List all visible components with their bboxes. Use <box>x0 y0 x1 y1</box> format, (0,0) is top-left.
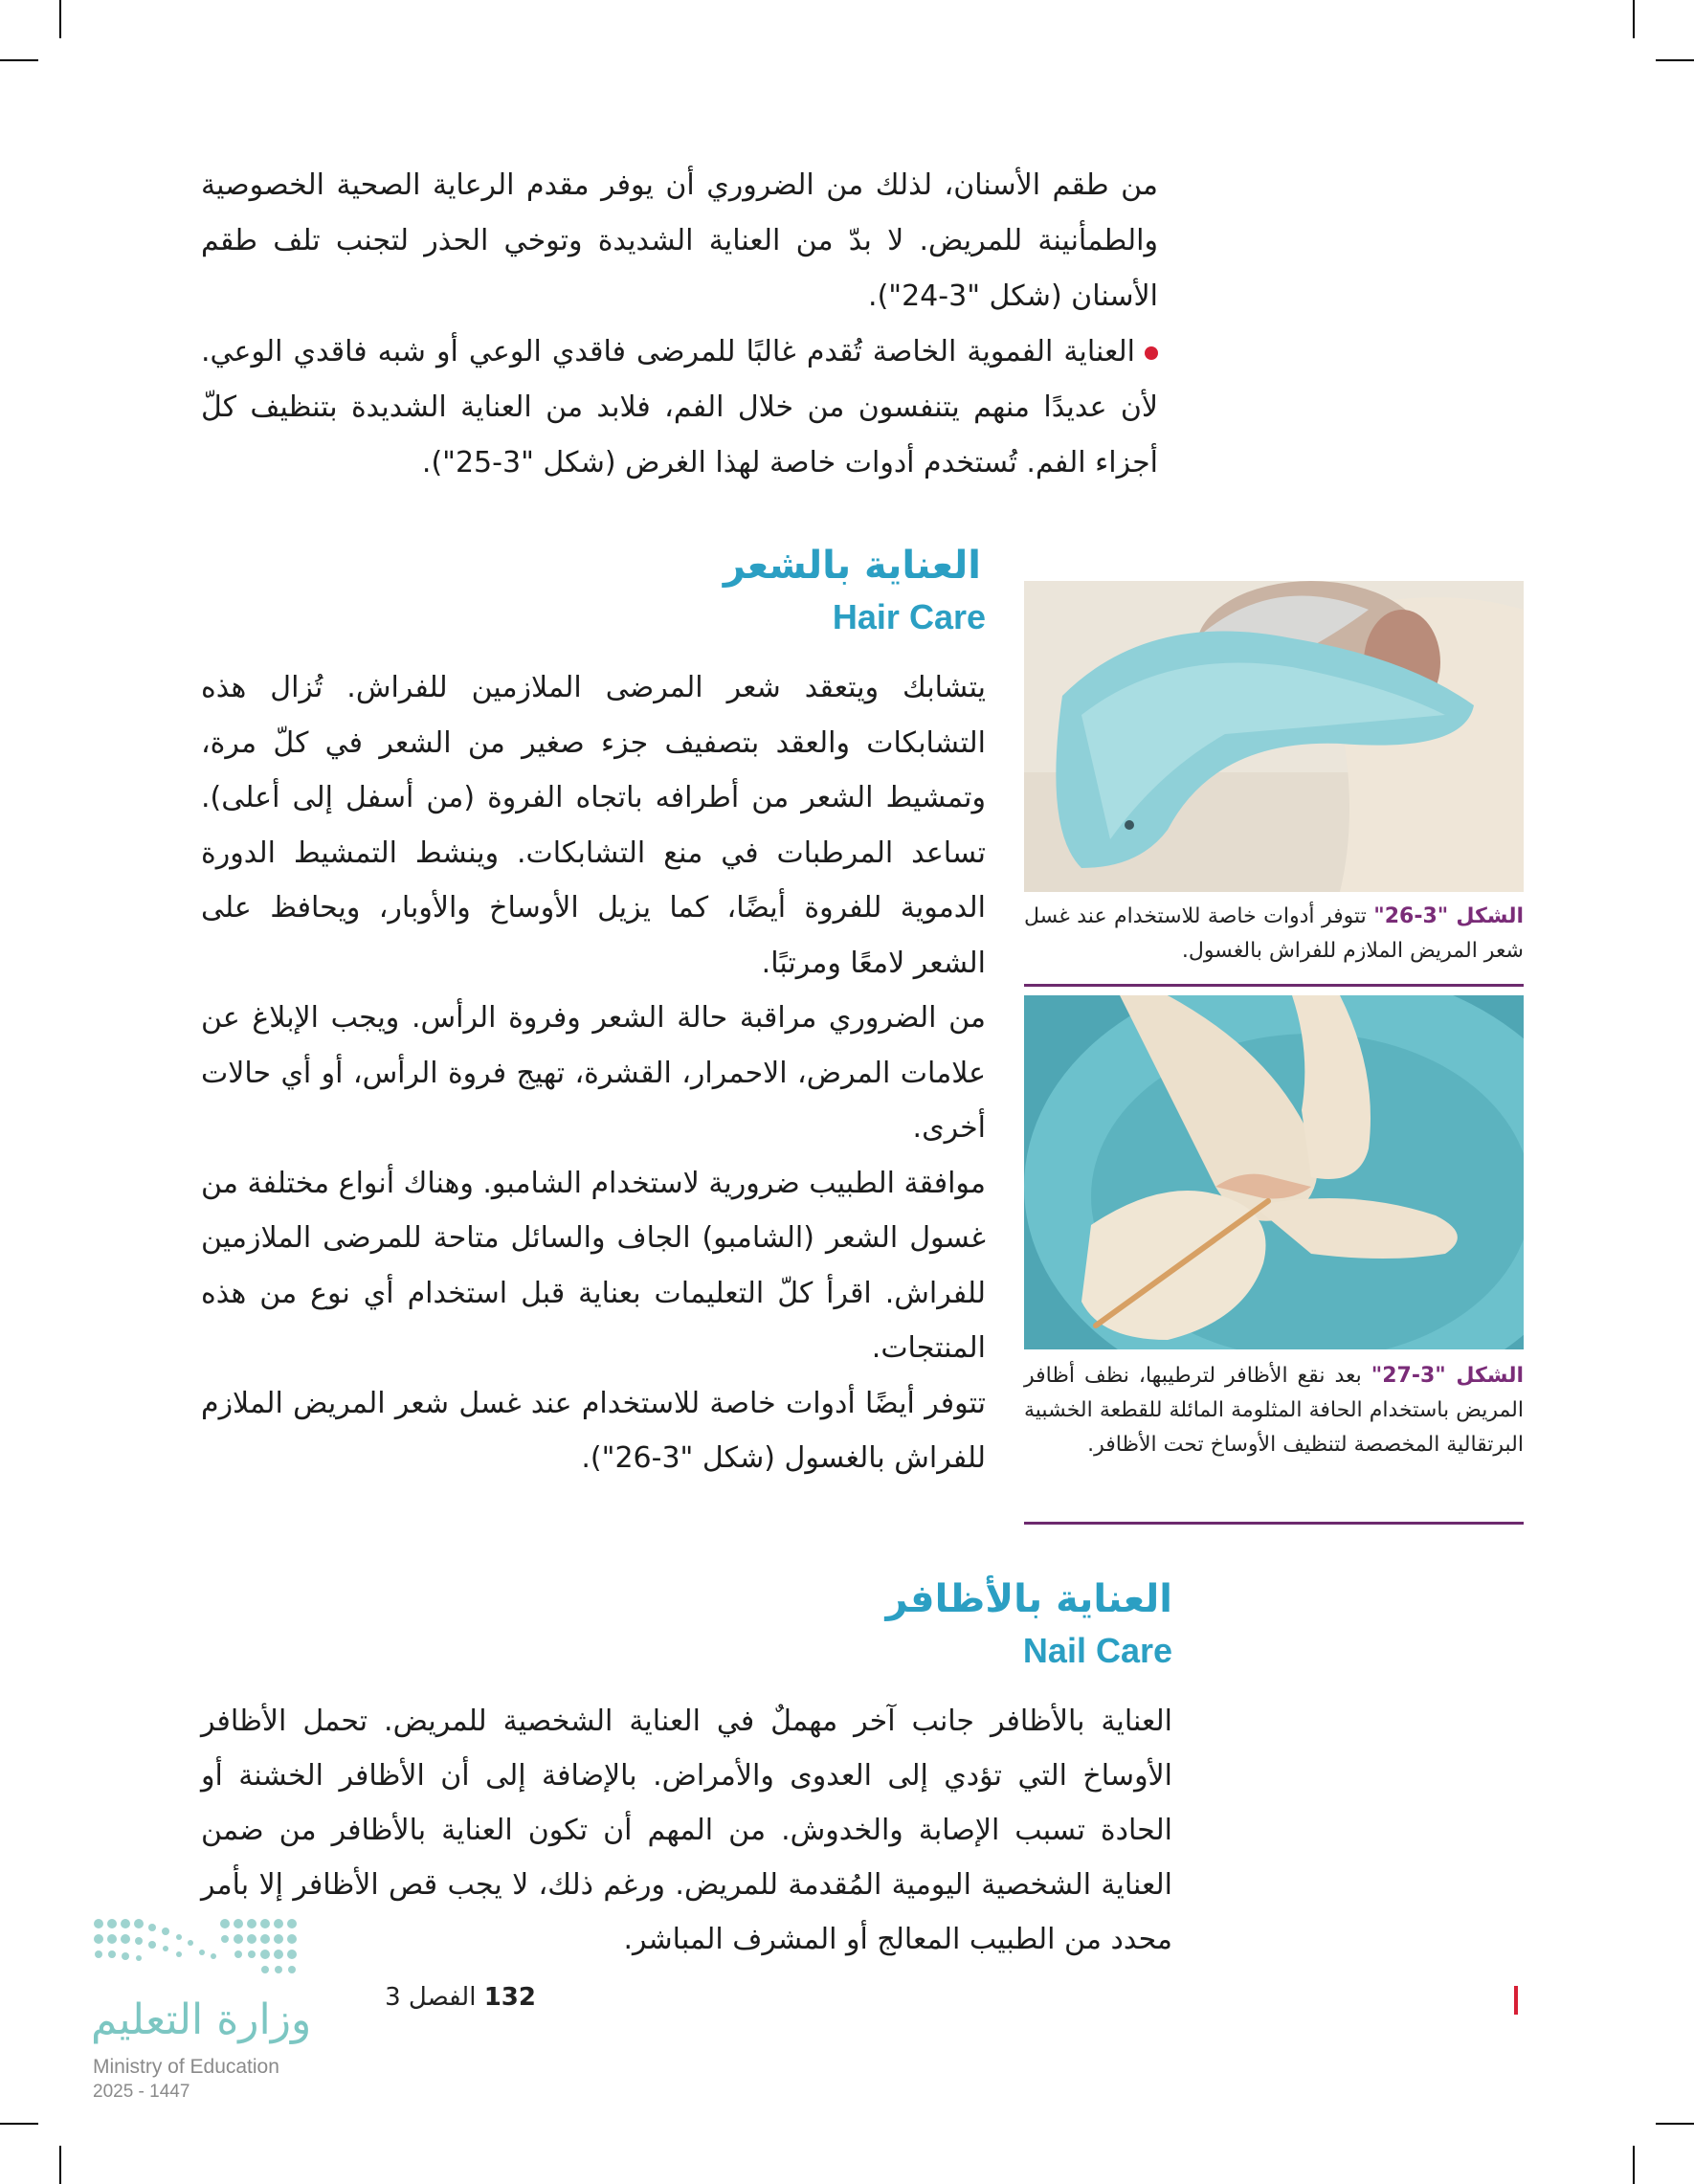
oral-care-bullet <box>201 324 1158 491</box>
figure-27-text: بعد نقع الأظافر لترطيبها، نظف أظافر المريض باستخدام الحافة المثلومة المائلة للقطعة الخشبية البرتقالية المخصصة لتنظيف الأوساخ تحت الأظافر. <box>1024 1364 1524 1457</box>
nail-cleaning-illustration <box>1024 995 1524 1349</box>
ministry-logo-icon <box>91 1914 301 1987</box>
figure-27-caption <box>1024 1359 1524 1462</box>
crop-mark <box>1656 2123 1694 2125</box>
crop-mark <box>1633 0 1635 38</box>
crop-mark <box>0 59 38 61</box>
hair-wash-basin-photo <box>1024 581 1524 892</box>
nail-care-heading-ar: العناية بالأظافر <box>885 1577 1172 1621</box>
oral-care-text: العناية الفموية الخاصة تُقدم غالبًا للمرضى فاقدي الوعي أو شبه فاقدي الوعي. لأن عديدًا منهم يتنفسون من خلال الفم، فلابد من العناية الشديدة بتنظيف كلّ أجزاء الفم. تُستخدم أدوات خاصة لهذا الغرض (شكل "3-25"). <box>201 335 1158 479</box>
crop-mark <box>59 0 61 38</box>
hair-paragraph-4: تتوفر أيضًا أدوات خاصة للاستخدام عند غسل شعر المريض الملازم للفراش بالغسول (شكل "3-26"). <box>201 1386 986 1475</box>
ministry-name-ar: وزارة التعليم <box>91 1995 312 2044</box>
crop-mark <box>1656 59 1694 61</box>
hair-paragraph-3: موافقة الطبيب ضرورية لاستخدام الشامبو. وهناك أنواع مختلفة من غسول الشعر (الشامبو) الجاف والسائل متاحة للمرضى الملازمين للفراش. اقرأ كلّ التعليمات بعناية قبل استخدام أي نوع من هذه المنتجات. <box>201 1166 986 1365</box>
ministry-name-en: Ministry of Education <box>93 2056 279 2078</box>
nail-paragraph: العناية بالأظافر جانب آخر مهملٌ في العناية الشخصية للمريض. تحمل الأظافر الأوساخ التي تؤدي إلى العدوى والأمراض. بالإضافة إلى أن الأظافر الخشنة أو الحادة تسبب الإصابة والخدوش. من المهم أن تكون العناية بالأظافر من ضمن العناية الشخصية اليومية المُقدمة للمريض. ورغم ذلك، لا يجب قص الأظافر إلا بأمر محدد من الطبيب المعالج أو المشرف المباشر. <box>201 1705 1172 1956</box>
figure-27-rule <box>1024 1522 1524 1525</box>
crop-mark <box>0 2123 38 2125</box>
ministry-year: 2025 - 1447 <box>93 2082 190 2102</box>
hair-paragraph-2: من الضروري مراقبة حالة الشعر وفروة الرأس. ويجب الإبلاغ عن علامات المرض، الاحمرار، القشرة، تهيج فروة الرأس، أو أي حالات أخرى. <box>201 1001 986 1145</box>
hair-care-body <box>201 660 986 1486</box>
denture-paragraph: من طقم الأسنان، لذلك من الضروري أن يوفر مقدم الرعاية الصحية الخصوصية والطمأنينة للمريض. لا بدّ من العناية الشديدة وتوخي الحذر لتجنب تلف طقم الأسنان (شكل "3-24"). <box>201 168 1158 313</box>
hair-care-heading-ar: العناية بالشعر <box>723 544 981 588</box>
nail-care-body <box>201 1694 1172 1967</box>
figure-26-caption <box>1024 900 1524 969</box>
hair-care-heading-en: Hair Care <box>832 597 986 636</box>
nail-care-heading-en: Nail Care <box>1022 1631 1172 1670</box>
nail-cleaning-photo <box>1024 995 1524 1349</box>
hair-paragraph-1: يتشابك ويتعقد شعر المرضى الملازمين للفراش. تُزال هذه التشابكات والعقد بتصفيف جزء صغير من الشعر في كلّ مرة، وتمشيط الشعر من أطرافه باتجاه الفروة (من أسفل إلى أعلى). تساعد المرطبات في منع التشابكات. وينشط التمشيط الدورة الدموية للفروة أيضًا، كما يزيل الأوساخ والأوبار، ويحافظ على الشعر لامعًا ومرتبًا. <box>201 671 986 980</box>
page-footer <box>385 1983 536 2012</box>
crop-mark <box>59 2146 61 2184</box>
figure-27-label: الشكل "3-27" <box>1371 1364 1524 1388</box>
figure-26-rule <box>1024 984 1524 987</box>
page-number: 132 <box>483 1983 536 2012</box>
figure-26-label: الشكل "3-26" <box>1373 904 1524 928</box>
hair-wash-illustration <box>1024 581 1524 892</box>
footer-accent-bar <box>1514 1986 1518 2015</box>
intro-section <box>201 158 1158 491</box>
bullet-icon <box>1145 346 1158 360</box>
figure-26-text: تتوفر أدوات خاصة للاستخدام عند غسل شعر المريض الملازم للفراش بالغسول. <box>1024 904 1524 963</box>
crop-mark <box>1633 2146 1635 2184</box>
chapter-label: الفصل 3 <box>385 1983 477 2012</box>
